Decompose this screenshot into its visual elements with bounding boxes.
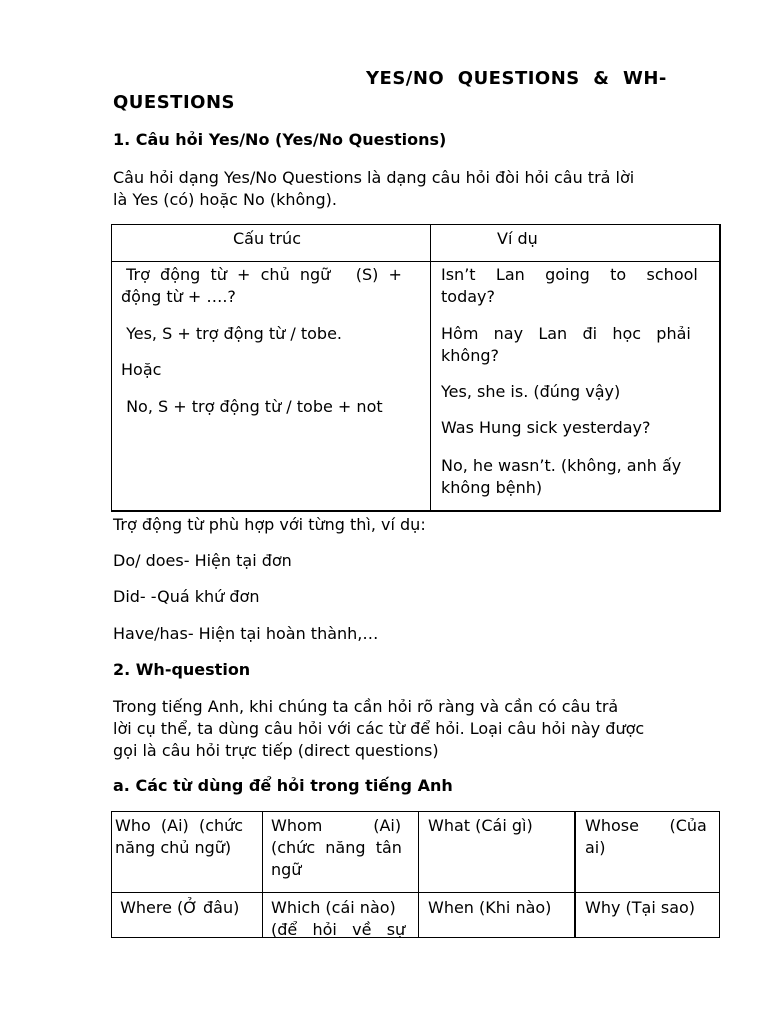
section-2-paragraph — [113, 696, 719, 762]
table-border — [111, 224, 112, 512]
title-line-2: QUESTIONS — [113, 92, 235, 113]
example-line: không? — [441, 346, 499, 365]
section-1-intro — [113, 167, 719, 211]
table-border — [111, 811, 112, 938]
table-border — [111, 811, 720, 812]
structure-line: Hoặc — [121, 360, 162, 379]
section-2-heading: 2. Wh-question — [113, 660, 251, 679]
example-line: No, he wasn’t. (không, anh ấy — [441, 456, 682, 475]
table-cell — [585, 815, 715, 859]
example-line: Isn’t Lan going to school — [441, 265, 698, 284]
section-1-heading: 1. Câu hỏi Yes/No (Yes/No Questions) — [113, 130, 447, 149]
table-border — [574, 811, 576, 938]
structure-line: Trợ động từ + chủ ngữ (S) + — [121, 265, 402, 284]
title-line-1: YES/NO QUESTIONS & WH- — [366, 68, 667, 89]
table-cell — [428, 815, 533, 837]
aux-item: Have/has- Hiện tại hoàn thành,… — [113, 624, 379, 643]
aux-item: Did- -Quá khứ đơn — [113, 587, 260, 606]
table-border — [111, 510, 720, 512]
intro-line: Câu hỏi dạng Yes/No Questions là dạng câu hỏi đòi hỏi câu trả lời — [113, 168, 635, 187]
cell-line: What (Cái gì) — [428, 816, 533, 835]
table-border — [111, 937, 720, 938]
cell-line: ai) — [585, 838, 606, 857]
cell-line: ngữ — [271, 860, 302, 879]
table-border — [719, 224, 721, 512]
table-border — [719, 811, 720, 938]
table-border — [418, 811, 419, 938]
cell-line: Whose (Của — [585, 816, 707, 835]
structure-line: Yes, S + trợ động từ / tobe. — [121, 324, 342, 343]
cell-line: Which (cái nào) — [271, 898, 396, 917]
cell-line: (chức năng tân — [271, 838, 402, 857]
paragraph-line: Trong tiếng Anh, khi chúng ta cần hỏi rõ ràng và cần có câu trả — [113, 697, 619, 716]
table-cell — [271, 815, 416, 881]
intro-line: là Yes (có) hoặc No (không). — [113, 190, 337, 209]
cell-line: Who (Ai) (chức — [115, 816, 244, 835]
paragraph-line: gọi là câu hỏi trực tiếp (direct questions) — [113, 741, 439, 760]
table-cell — [115, 815, 260, 859]
example-line: Yes, she is. (đúng vậy) — [441, 382, 621, 401]
table-cell: Why (Tại sao) — [585, 898, 696, 917]
example-line: today? — [441, 287, 495, 306]
table-cell: When (Khi nào) — [428, 898, 552, 917]
table-header-structure: Cấu trúc — [233, 229, 301, 248]
aux-item: Do/ does- Hiện tại đơn — [113, 551, 292, 570]
table-header-example: Ví dụ — [497, 229, 538, 248]
cell-line: (để hỏi về sự — [271, 920, 406, 937]
aux-intro: Trợ động từ phù hợp với từng thì, ví dụ: — [113, 515, 426, 534]
paragraph-line: lời cụ thể, ta dùng câu hỏi với các từ để hỏi. Loại câu hỏi này được — [113, 719, 645, 738]
structure-line: No, S + trợ động từ / tobe + not — [121, 397, 383, 416]
example-line: Hôm nay Lan đi học phải — [441, 324, 691, 343]
structure-line: động từ + ….? — [121, 287, 236, 306]
example-line: không bệnh) — [441, 478, 543, 497]
example-line: Was Hung sick yesterday? — [441, 418, 651, 437]
table-cell: Where (Ở đâu) — [115, 898, 240, 917]
table-border — [111, 892, 720, 893]
sub-heading-question-words: a. Các từ dùng để hỏi trong tiếng Anh — [113, 776, 453, 795]
table-border — [262, 811, 263, 938]
cell-line: năng chủ ngữ) — [115, 838, 232, 857]
table-border — [111, 224, 720, 225]
cell-line: Whom (Ai) — [271, 816, 402, 835]
table-border — [111, 261, 720, 262]
table-border — [430, 224, 431, 512]
table-cell — [271, 897, 416, 937]
